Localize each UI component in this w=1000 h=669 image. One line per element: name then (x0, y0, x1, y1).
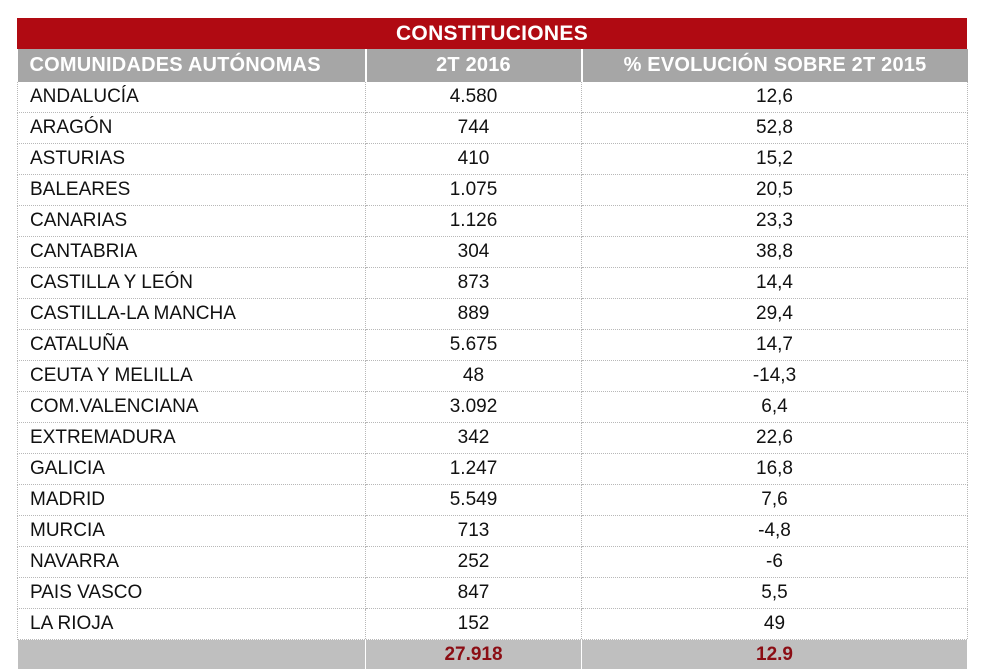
header-row (18, 49, 968, 82)
cell-evolution: 15,2 (582, 144, 968, 175)
cell-2t-2016: 5.549 (366, 485, 582, 516)
column-header-evolution: % EVOLUCIÓN SOBRE 2T 2015 (582, 49, 968, 82)
column-header-region: COMUNIDADES AUTÓNOMAS (18, 49, 366, 82)
cell-evolution: 5,5 (582, 578, 968, 609)
cell-2t-2016: 713 (366, 516, 582, 547)
table-title: CONSTITUCIONES (17, 18, 967, 49)
cell-region: COM.VALENCIANA (18, 392, 366, 423)
cell-evolution: 22,6 (582, 423, 968, 454)
cell-evolution: 12,6 (582, 82, 968, 113)
cell-2t-2016: 5.675 (366, 330, 582, 361)
cell-region: PAIS VASCO (18, 578, 366, 609)
cell-2t-2016: 1.247 (366, 454, 582, 485)
table-row (18, 113, 968, 144)
cell-evolution: 20,5 (582, 175, 968, 206)
table-footer (18, 640, 968, 669)
cell-2t-2016: 342 (366, 423, 582, 454)
cell-region: GALICIA (18, 454, 366, 485)
cell-evolution: 29,4 (582, 299, 968, 330)
table-row (18, 423, 968, 454)
cell-2t-2016: 1.075 (366, 175, 582, 206)
cell-2t-2016: 744 (366, 113, 582, 144)
cell-evolution: -6 (582, 547, 968, 578)
cell-evolution: 16,8 (582, 454, 968, 485)
table-row (18, 485, 968, 516)
cell-region: ANDALUCÍA (18, 82, 366, 113)
cell-2t-2016: 847 (366, 578, 582, 609)
cell-region: CEUTA Y MELILLA (18, 361, 366, 392)
cell-region: ASTURIAS (18, 144, 366, 175)
cell-region: NAVARRA (18, 547, 366, 578)
cell-evolution: 49 (582, 609, 968, 640)
cell-region: CANARIAS (18, 206, 366, 237)
cell-2t-2016: 873 (366, 268, 582, 299)
cell-2t-2016: 48 (366, 361, 582, 392)
cell-2t-2016: 889 (366, 299, 582, 330)
table-row (18, 454, 968, 485)
table-row (18, 392, 968, 423)
cell-evolution: 6,4 (582, 392, 968, 423)
table-header (18, 49, 968, 82)
cell-evolution: -14,3 (582, 361, 968, 392)
table-row (18, 206, 968, 237)
totals-row (18, 640, 968, 669)
table-row (18, 578, 968, 609)
cell-2t-2016: 410 (366, 144, 582, 175)
cell-region: ARAGÓN (18, 113, 366, 144)
table-row (18, 516, 968, 547)
table-row (18, 82, 968, 113)
table-row (18, 547, 968, 578)
table-row (18, 361, 968, 392)
cell-2t-2016: 4.580 (366, 82, 582, 113)
cell-evolution: 23,3 (582, 206, 968, 237)
cell-2t-2016: 304 (366, 237, 582, 268)
cell-evolution: 38,8 (582, 237, 968, 268)
cell-region: CANTABRIA (18, 237, 366, 268)
cell-evolution: 14,7 (582, 330, 968, 361)
table-row (18, 175, 968, 206)
table-row (18, 144, 968, 175)
table-row (18, 268, 968, 299)
cell-2t-2016: 252 (366, 547, 582, 578)
table-row (18, 330, 968, 361)
cell-region: CASTILLA-LA MANCHA (18, 299, 366, 330)
cell-region: BALEARES (18, 175, 366, 206)
cell-evolution: -4,8 (582, 516, 968, 547)
cell-2t-2016: 1.126 (366, 206, 582, 237)
cell-region: LA RIOJA (18, 609, 366, 640)
table-row (18, 237, 968, 268)
cell-region: EXTREMADURA (18, 423, 366, 454)
data-table (17, 49, 968, 669)
table-row (18, 299, 968, 330)
table-body (18, 82, 968, 640)
cell-region: MURCIA (18, 516, 366, 547)
table-row (18, 609, 968, 640)
cell-evolution: 52,8 (582, 113, 968, 144)
cell-region: CATALUÑA (18, 330, 366, 361)
cell-2t-2016: 152 (366, 609, 582, 640)
constituciones-table-container (17, 18, 967, 669)
totals-value: 27.918 (366, 640, 582, 669)
column-header-2t-2016: 2T 2016 (366, 49, 582, 82)
totals-evolution: 12.9 (582, 640, 968, 669)
cell-2t-2016: 3.092 (366, 392, 582, 423)
totals-label (18, 640, 366, 669)
cell-evolution: 14,4 (582, 268, 968, 299)
cell-region: MADRID (18, 485, 366, 516)
cell-evolution: 7,6 (582, 485, 968, 516)
cell-region: CASTILLA Y LEÓN (18, 268, 366, 299)
